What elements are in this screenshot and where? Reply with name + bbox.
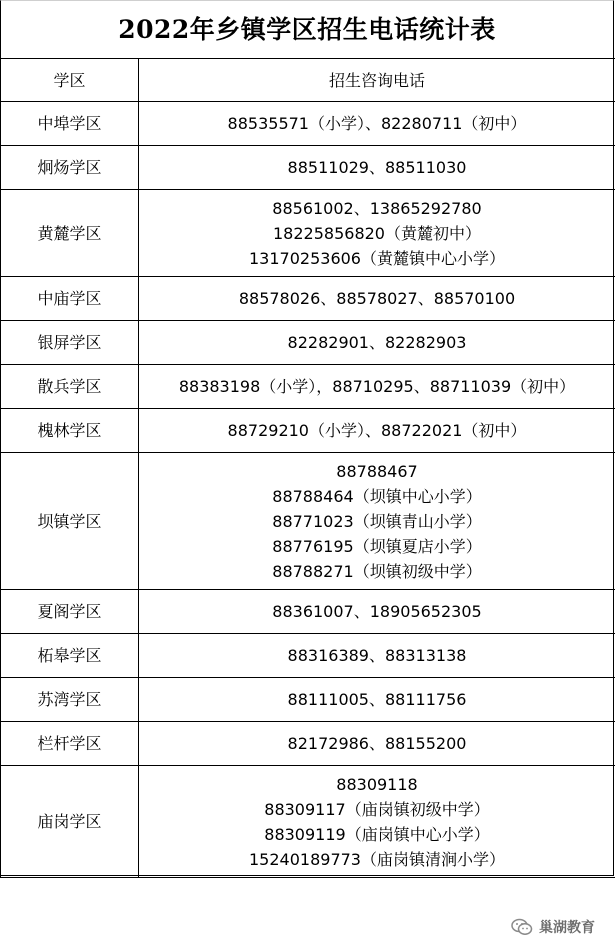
phone-line: 18225856820（黄麓初中） <box>273 223 481 243</box>
district-cell: 苏湾学区 <box>1 678 139 722</box>
phone-cell <box>139 146 615 190</box>
phone-line: 88383198（小学），88710295、88711039（初中） <box>178 377 576 396</box>
table-row <box>1 102 615 146</box>
district-cell: 中埠学区 <box>1 102 139 146</box>
table-row <box>1 453 615 590</box>
phone-line: 15240189773（庙岗镇清涧小学） <box>249 849 505 869</box>
phone-line: 88729210（小学）、88722021（初中） <box>227 421 527 440</box>
watermark <box>511 917 595 937</box>
phone-cell <box>139 678 615 722</box>
phone-line: 88361007、18905652305 <box>272 602 482 621</box>
table-row <box>1 722 615 766</box>
district-cell: 栏杆学区 <box>1 722 139 766</box>
district-cell: 黄麓学区 <box>1 190 139 277</box>
phone-line: 88309117（庙岗镇初级中学） <box>264 799 490 819</box>
phone-cell <box>139 409 615 453</box>
phone-cell <box>139 321 615 365</box>
phone-line: 88788271（坝镇初级中学） <box>272 561 482 581</box>
phone-cell <box>139 634 615 678</box>
header-phone: 招生咨询电话 <box>139 59 615 102</box>
district-cell: 炯炀学区 <box>1 146 139 190</box>
phone-cell <box>139 590 615 634</box>
wechat-icon <box>511 918 533 936</box>
phone-line: 82172986、88155200 <box>287 734 467 753</box>
table-row <box>1 146 615 190</box>
phone-line: 88309119（庙岗镇中心小学） <box>264 824 490 844</box>
district-cell: 槐林学区 <box>1 409 139 453</box>
district-cell: 坝镇学区 <box>1 453 139 590</box>
phone-line: 88535571（小学）、82280711（初中） <box>227 114 527 133</box>
table-row <box>1 409 615 453</box>
table-row <box>1 365 615 409</box>
phone-line: 88316389、88313138 <box>287 646 467 665</box>
header-district: 学区 <box>1 59 139 102</box>
district-cell: 庙岗学区 <box>1 766 139 878</box>
phone-cell <box>139 722 615 766</box>
phone-line: 88309118 <box>336 774 418 794</box>
phone-line: 88111005、88111756 <box>287 690 467 709</box>
phone-line: 88561002、13865292780 <box>272 198 482 218</box>
phone-line: 88578026、88578027、88570100 <box>238 289 516 308</box>
phone-cell <box>139 277 615 321</box>
phone-cell <box>139 453 615 590</box>
phone-line: 88776195（坝镇夏店小学） <box>272 536 482 556</box>
phone-line: 13170253606（黄麓镇中心小学） <box>249 248 505 268</box>
phone-cell <box>139 766 615 878</box>
table-row <box>1 766 615 878</box>
phone-table <box>0 58 615 878</box>
phone-line: 88788467 <box>336 461 418 481</box>
table-header-row <box>1 59 615 102</box>
district-cell: 中庙学区 <box>1 277 139 321</box>
table-row <box>1 190 615 277</box>
page-title: 2022年乡镇学区招生电话统计表 <box>118 15 496 44</box>
table-row <box>1 277 615 321</box>
table-row <box>1 321 615 365</box>
district-cell: 银屏学区 <box>1 321 139 365</box>
district-cell: 夏阁学区 <box>1 590 139 634</box>
phone-line: 82282901、82282903 <box>287 333 467 352</box>
table-row <box>1 678 615 722</box>
phone-cell <box>139 365 615 409</box>
phone-line: 88771023（坝镇青山小学） <box>272 511 482 531</box>
phone-cell <box>139 190 615 277</box>
phone-line: 88511029、88511030 <box>287 158 467 177</box>
table-row <box>1 590 615 634</box>
table-row <box>1 634 615 678</box>
phone-cell <box>139 102 615 146</box>
watermark-text: 巢湖教育 <box>539 920 595 936</box>
district-cell: 柘皋学区 <box>1 634 139 678</box>
phone-line: 88788464（坝镇中心小学） <box>272 486 482 506</box>
district-cell: 散兵学区 <box>1 365 139 409</box>
